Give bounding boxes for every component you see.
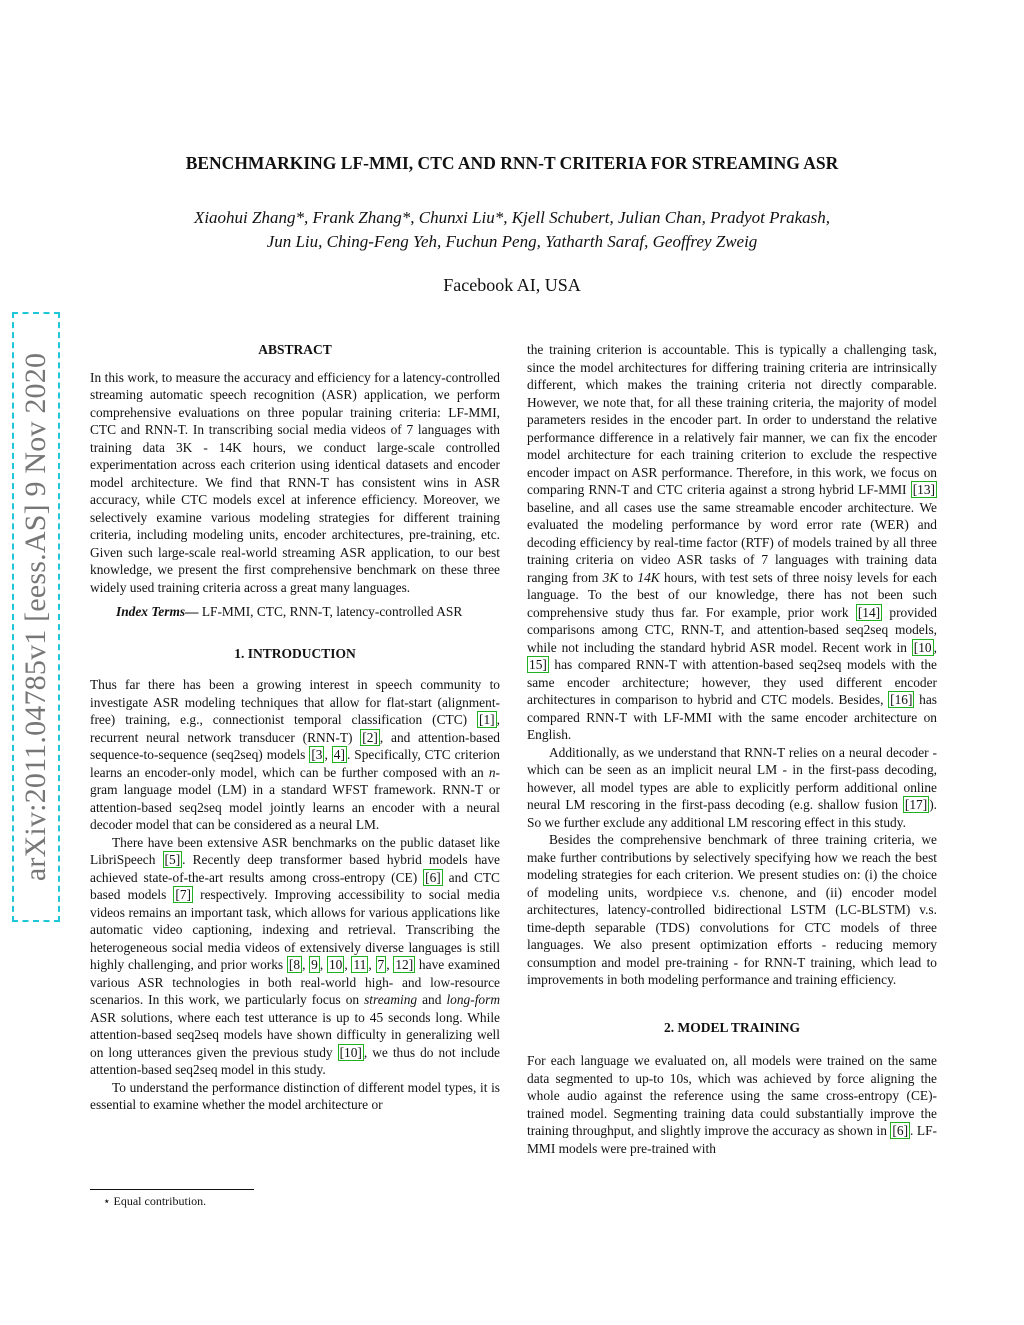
citation-link[interactable]: 15] [529, 657, 547, 672]
paper-title: BENCHMARKING LF-MMI, CTC AND RNN-T CRITERIA FOR STREAMING ASR [185, 153, 839, 173]
index-terms-text: LF-MMI, CTC, RNN-T, latency-controlled ASR [198, 604, 463, 619]
index-terms [90, 603, 500, 621]
citation-link[interactable]: [1] [479, 712, 495, 727]
model-training-heading: 2. MODEL TRAINING [664, 1019, 800, 1035]
intro-paragraph-2: There have been extensive ASR benchmarks on the public dataset like LibriSpeech [5] . Recently deep transformer based hybrid models have achieved state-of-the-art results among cross-entropy (CE) [6] and CTC based models [7] respectively. Improving accessibility to social media videos remains an important task, which allows for various applications like automatic video captioning, indexing and retrieval. Transcribing the heterogeneous social media videos of extensively diverse languages is still highly challenging, and prior works [8 , 9 , 10 , 11 , 7 , 12] have examined various ASR technologies in both real-world high- and low-resource scenarios. In this work, we particularly focus on streaming and long-form ASR solutions, where each test utterance is up to 45 seconds long. While attention-based seq2seq models have shown difficulty in generalizing well on long utterances given the previous study [10] , we thus do not include attention-based seq2seq model in this study. [90, 834, 501, 1077]
right-paragraph-4: For each language we evaluated on, all models were trained on the same data segmented to up-to 10s, which was achieved by force aligning the whole audio against the reference using the same cross-entropy (CE)-trained model. Segmenting training data could substantially improve the training throughput, and slightly improve the accuracy as shown in [6] . LF-MMI models were pre-trained with [527, 1053, 937, 1156]
index-terms-label: Index Terms— [116, 604, 199, 619]
authors-line-2: Jun Liu, Ching-Feng Yeh, Fuchun Peng, Yatharth Saraf, Geoffrey Zweig [266, 232, 758, 251]
intro-paragraph-1: Thus far there has been a growing interest in speech community to investigate ASR modeling techniques that allow for flat-start (alignment-free) training, e.g., connectionist temporal classification (CTC) [1] , recurrent neural network transducer (RNN-T) [2] , and attention-based sequence-to-sequence (seq2seq) models [3 , 4] . Specifically, CTC criterion learns an encoder-only model, which can be further composed with an n-gram language model (LM) in a standard WFST framework. RNN-T or attention-based seq2seq model jointly learns an encoder with a neural decoder model that can be considered as a neural LM. [90, 677, 500, 832]
citation-link[interactable]: [10] [339, 1044, 362, 1060]
citation-link[interactable]: [17] [904, 797, 928, 812]
citation-link[interactable]: 10 [328, 957, 343, 972]
citation-link[interactable]: 11 [353, 957, 367, 972]
citation-link[interactable]: [2] [362, 729, 378, 745]
abstract-heading: ABSTRACT [258, 342, 332, 357]
citation-link[interactable]: 7 [377, 957, 385, 972]
citation-link[interactable]: [7] [175, 887, 192, 902]
right-paragraph-1: the training criterion is accountable. This is typically a challenging task, since the model architectures for differing training criteria are intrinsically different, which makes the training criteria not directly comparable. However, we note that, for all these training criteria, the majority of model parameters resides in the encoder part. In order to understand the relative performance difference in a relatively fair manner, we can fix the encoder model architecture for each training criterion to exclude the respective encoder impact on ASR performance. Therefore, in this work, we focus on comparing RNN-T and CTC criteria against a strong hybrid LF-MMI [13] baseline, and all cases use the same streamable encoder architecture. We evaluated the modeling performance by word error rate (WER) and decoding efficiency by real-time factor (RTF) of models trained by all three training criteria on video ASR tasks of 7 languages with training data ranging from 3K to 14K hours, with test sets of three noisy levels for each language. To the best of our knowledge, there has not been such comprehensive study thus far. For example, prior work [14] provided comparisons among CTC, RNN-T, and attention-based seq2seq models, while not including the standard hybrid ASR model. Recent work in [10 , 15] has compared RNN-T with attention-based seq2seq models with the same encoder architecture; however, they used different encoder architectures in comparison to hybrid and CTC models. Besides, [16] has compared RNN-T with LF-MMI with the same encoder architecture on English. [527, 342, 937, 742]
citation-link[interactable]: [16] [890, 692, 913, 707]
citation-link[interactable]: 9 [311, 957, 318, 972]
affiliation: Facebook AI, USA [443, 275, 581, 295]
left-column [90, 341, 500, 1114]
arxiv-stamp [12, 312, 60, 922]
right-paragraph-3: Besides the comprehensive benchmark of three training criteria, we make further contributions by selectively specifying how we reach the best modeling strategies for each criterion. We present studies on: (i) the choice of modeling units, wordpiece v.s. chenone, and (ii) encoder model architectures, latency-controlled bidirectional LSTM (LC-BLSTM) v.s. time-depth separable (TDS) convolutions for CTC models of three languages. We also present optimization efforts - reducing memory consumption and model pre-training - for RNN-T training, which lead to improvements in both modeling performance and training efficiency. [527, 832, 937, 987]
citation-link[interactable]: [6] [425, 869, 441, 885]
authors-line-1: Xiaohui Zhang*, Frank Zhang*, Chunxi Liu*, Kjell Schubert, Julian Chan, Pradyot Prakash, [193, 208, 831, 227]
citation-link[interactable]: [14] [857, 604, 881, 620]
right-column [527, 341, 937, 1157]
right-paragraph-2: Additionally, as we understand that RNN-T relies on a neural decoder - which can be seen as an implicit neural LM - in the first-pass decoding, however, all model types are able to explicitly perform additional online neural LM rescoring in the first-pass decoding (e.g. shallow fusion [17] ). So we further exclude any additional LM rescoring effect in this study. [527, 744, 937, 830]
introduction-heading: 1. INTRODUCTION [234, 645, 356, 661]
citation-link[interactable]: [8 [288, 957, 301, 972]
citation-link[interactable]: [13] [912, 482, 935, 497]
intro-paragraph-3: To understand the performance distinction of different model types, it is essential to examine whether the model architecture or [90, 1079, 500, 1112]
citation-link[interactable]: [6] [892, 1123, 909, 1138]
citation-link[interactable]: 12] [395, 957, 414, 972]
citation-link[interactable]: [3 [311, 747, 323, 762]
footnote: ⋆ Equal contribution. [103, 1194, 207, 1208]
footnote-rule [90, 1189, 254, 1190]
citation-link[interactable]: [5] [164, 852, 181, 867]
citation-link[interactable]: [10 [913, 639, 932, 655]
citation-link[interactable]: 4] [333, 747, 345, 762]
arxiv-identifier: arXiv:2011.04785v1 [eess.AS] 9 Nov 2020 [19, 352, 52, 882]
abstract-body: In this work, to measure the accuracy and efficiency for a latency-controlled streaming automatic speech recognition (ASR) application, we perform comprehensive evaluations on three popular training criteria: LF-MMI, CTC and RNN-T. In transcribing social media videos of 7 languages with training data 3K - 14K hours, we conduct large-scale controlled experimentation across each criterion using identical datasets and encoder model architecture. We find that RNN-T has consistent wins in ASR accuracy, while CTC models excel at inference efficiency. Moreover, we selectively examine various modeling strategies for different training criteria, including modeling units, encoder architectures, pre-training, etc. Given such large-scale real-world streaming ASR application, to our best knowledge, we present the first comprehensive benchmark on these three widely used training criteria across a great many languages. [90, 369, 500, 595]
